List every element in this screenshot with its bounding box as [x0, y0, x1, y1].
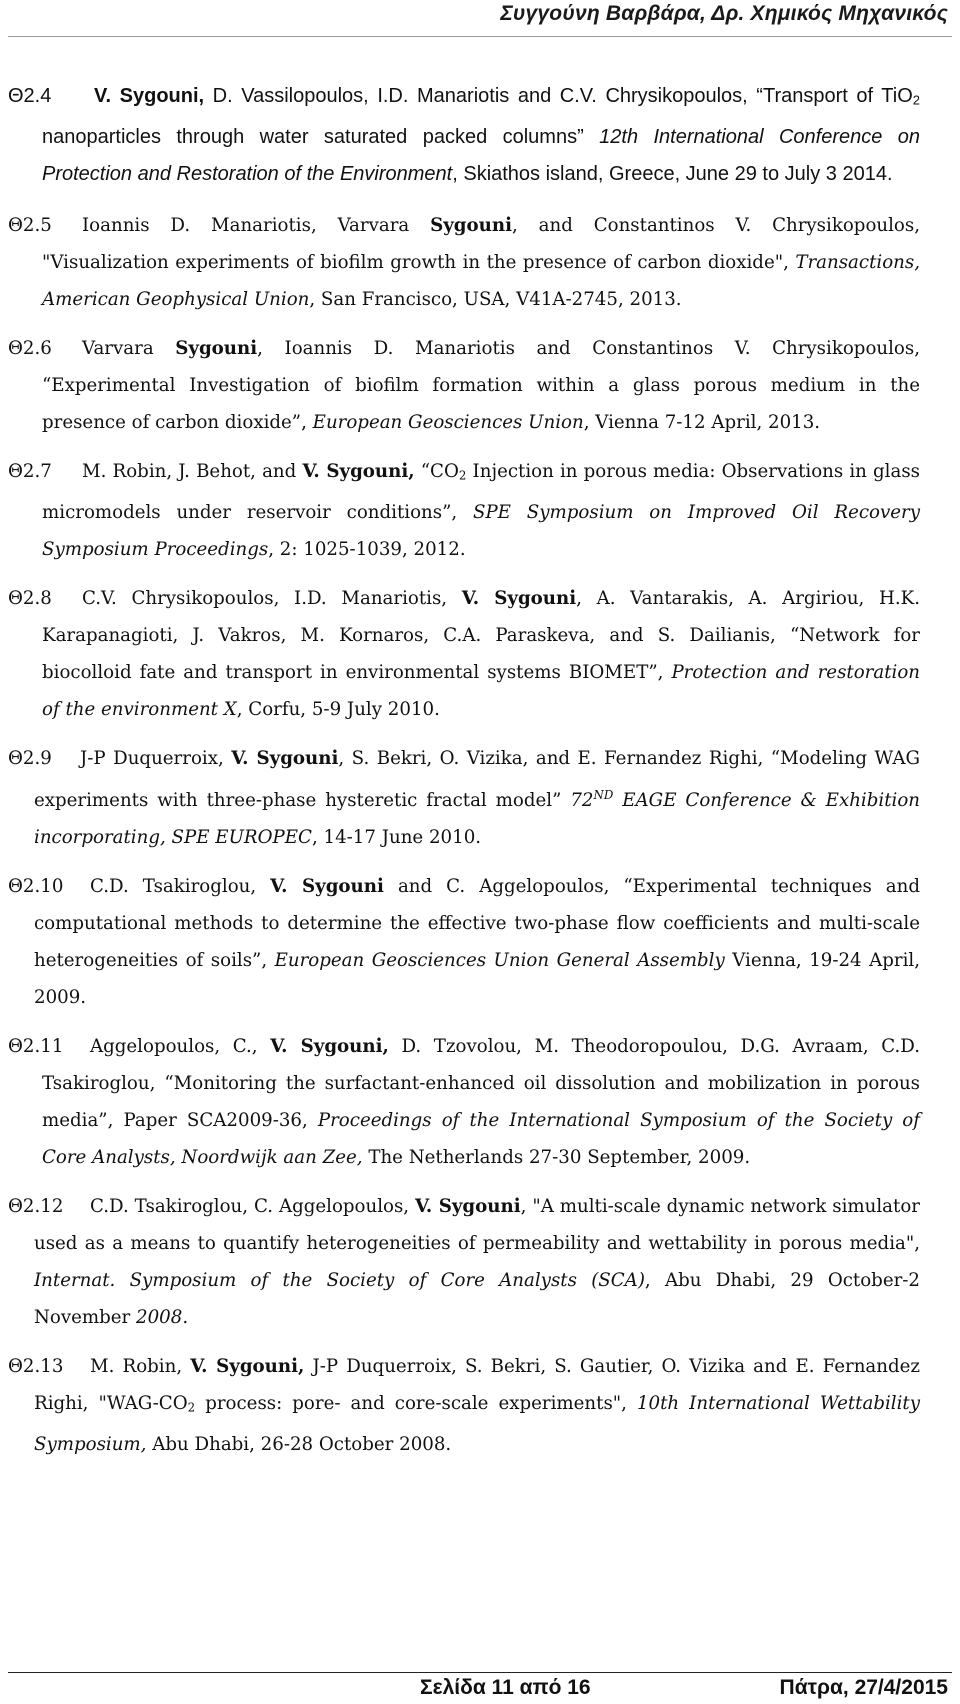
publication-entry	[0, 868, 960, 1016]
entry-part: Varvara	[82, 337, 176, 359]
entry-part: Ioannis D. Manariotis, Varvara	[82, 214, 431, 236]
entry-tail: Abu Dhabi, 26-28 October 2008.	[146, 1434, 452, 1456]
entry-text	[0, 1348, 920, 1463]
entry-part: nanoparticles through water saturated packed columns”	[42, 125, 600, 148]
publication-entry	[0, 78, 960, 193]
author-highlight: V. Sygouni,	[270, 1036, 389, 1058]
entry-venue: 72	[570, 790, 594, 812]
entry-text	[0, 1028, 920, 1176]
entry-part: , Ioannis D. Manariotis and Constantinos V. Chrysikopoulos, “Experimental Investigation of biofilm formation within a glass porous medium in the presence of carbon dioxide”,	[42, 337, 920, 433]
entry-number: Θ2.10	[8, 876, 64, 898]
entry-text	[0, 580, 920, 728]
entry-part: , S. Bekri, O. Vizika, and E. Fernandez Righi, “Modeling WAG experiments with three-phase hysteretic fractal model”	[34, 747, 920, 812]
entry-tail: , Vienna 7-12 April, 2013.	[583, 411, 821, 433]
entry-text	[0, 330, 920, 441]
publication-entry	[0, 330, 960, 441]
entry-venue: Transactions, American Geophysical Union	[42, 251, 920, 310]
publication-entry	[0, 1188, 960, 1336]
author-highlight: V. Sygouni	[231, 747, 339, 769]
author-highlight: V. Sygouni,	[190, 1356, 305, 1378]
entry-number: Θ2.11	[8, 1036, 64, 1058]
entry-venue: European Geosciences Union	[312, 411, 584, 433]
entry-part: C.V. Chrysikopoulos, I.D. Manariotis,	[82, 587, 462, 609]
entry-part: M. Robin,	[90, 1356, 191, 1378]
entry-tail: , 14-17 June 2010.	[311, 827, 482, 849]
subscript: 2	[458, 467, 467, 482]
entry-tail: , San Francisco, USA, V41A-2745, 2013.	[309, 288, 682, 310]
entry-part: process: pore- and core-scale experiments",	[195, 1393, 637, 1415]
entry-tail: The Netherlands 27-30 September, 2009.	[362, 1147, 751, 1169]
entry-number: Θ2.6	[8, 337, 52, 359]
entry-tail: , Abu Dhabi, 29 October-2 November	[34, 1270, 921, 1329]
entry-venue: SPE Symposium on Improved Oil Recovery Symposium Proceedings	[42, 501, 920, 560]
entry-part: J-P Duquerroix, S. Bekri, S. Gautier, O. Vizika and E. Fernandez Righi, "WAG-CO	[34, 1356, 920, 1415]
entry-part: C.D. Tsakiroglou,	[90, 876, 271, 898]
entry-venue: Internat. Symposium of the Society of Core Analysts (SCA)	[34, 1270, 645, 1292]
place-date: Πάτρα, 27/4/2015	[779, 1676, 948, 1699]
author-highlight: Sygouni	[175, 337, 258, 359]
entry-text	[0, 453, 920, 568]
publication-entry	[0, 1028, 960, 1176]
author-highlight: V. Sygouni,	[302, 460, 415, 482]
entry-venue: Protection and restoration of the environment X	[42, 661, 920, 720]
entry-part: J-P Duquerroix,	[80, 747, 232, 769]
author-highlight: V. Sygouni	[461, 587, 577, 609]
author-highlight: V. Sygouni	[270, 876, 384, 898]
entry-part: “CO	[414, 460, 459, 482]
publication-entry	[0, 1348, 960, 1463]
entry-tail-italic: 2008.	[136, 1307, 189, 1329]
entry-number: Θ2.5	[8, 214, 52, 236]
entry-part: D. Vassilopoulos, I.D. Manariotis and C.V. Chrysikopoulos, “Transport of TiO	[204, 85, 913, 107]
entry-text	[0, 740, 920, 856]
entry-tail: , Corfu, 5-9 July 2010.	[236, 698, 440, 720]
entry-venue: Proceedings of the International Symposium of the Society of Core Analysts, Noordwijk aan Zee,	[42, 1110, 920, 1169]
entry-number: Θ2.4	[8, 85, 52, 107]
page-number: Σελίδα 11 από 16	[420, 1676, 591, 1699]
footer-divider	[8, 1672, 952, 1673]
entry-tail: Vienna, 19-24 April, 2009.	[34, 950, 921, 1009]
entry-tail: , 2: 1025-1039, 2012.	[268, 538, 466, 560]
header-divider	[8, 36, 952, 37]
entry-venue: 12th International Conference on Protection and Restoration of the Environment	[42, 125, 920, 185]
entry-number: Θ2.7	[8, 460, 52, 482]
publication-entry	[0, 453, 960, 568]
author-highlight: Sygouni	[430, 214, 513, 236]
entry-text	[0, 207, 920, 318]
entry-venue: European Geosciences Union General Assembly	[274, 950, 725, 972]
entry-text	[0, 868, 920, 1016]
entry-part: Aggelopoulos, C.,	[90, 1036, 271, 1058]
publication-list	[0, 78, 960, 1463]
entry-part: , and Constantinos V. Chrysikopoulos, "Visualization experiments of biofilm growth in the presence of carbon dioxide",	[42, 214, 920, 273]
author-highlight: V. Sygouni,	[94, 85, 205, 107]
entry-part: and C. Aggelopoulos, “Experimental techniques and computational methods to determine the effective two-phase flow coefficients and multi-scale heterogeneities of soils”,	[34, 876, 921, 972]
publication-entry	[0, 207, 960, 318]
superscript: ND	[593, 787, 614, 802]
entry-number: Θ2.9	[8, 747, 52, 769]
page-header-author: Συγγούνη Βαρβάρα, Δρ. Χημικός Μηχανικός	[500, 2, 948, 25]
entry-venue: 10th International Wettability Symposium,	[34, 1393, 920, 1456]
entry-text	[0, 78, 920, 193]
entry-part: C.D. Tsakiroglou, C. Aggelopoulos,	[90, 1196, 415, 1218]
entry-number: Θ2.12	[8, 1196, 64, 1218]
entry-part: , A. Vantarakis, A. Argiriou, H.K. Karapanagioti, J. Vakros, M. Kornaros, C.A. Paraskeva, and S. Dailianis, “Network for biocolloid fate and transport in environmental systems BIOMET”,	[42, 587, 921, 683]
entry-part: M. Robin, J. Behot, and	[82, 460, 303, 482]
subscript: 2	[187, 1400, 196, 1415]
publication-entry	[0, 740, 960, 856]
entry-tail: , Skiathos island, Greece, June 29 to July 3 2014.	[452, 162, 893, 185]
author-highlight: V. Sygouni	[415, 1196, 521, 1218]
entry-number: Θ2.13	[8, 1356, 64, 1378]
entry-part: , "A multi-scale dynamic network simulator used as a means to quantify heterogeneities of permeability and wettability in porous media",	[34, 1196, 920, 1255]
entry-venue: EAGE Conference & Exhibition incorporating, SPE EUROPEC	[34, 790, 920, 849]
entry-part: Injection in porous media: Observations in glass micromodels under reservoir conditions”,	[42, 460, 920, 523]
subscript: 2	[912, 92, 920, 108]
entry-number: Θ2.8	[8, 587, 52, 609]
entry-part: D. Tzovolou, M. Theodoropoulou, D.G. Avraam, C.D. Tsakiroglou, “Monitoring the surfactant-enhanced oil dissolution and mobilization in porous media”, Paper SCA2009-36,	[42, 1036, 920, 1132]
entry-text	[0, 1188, 920, 1336]
publication-entry	[0, 580, 960, 728]
